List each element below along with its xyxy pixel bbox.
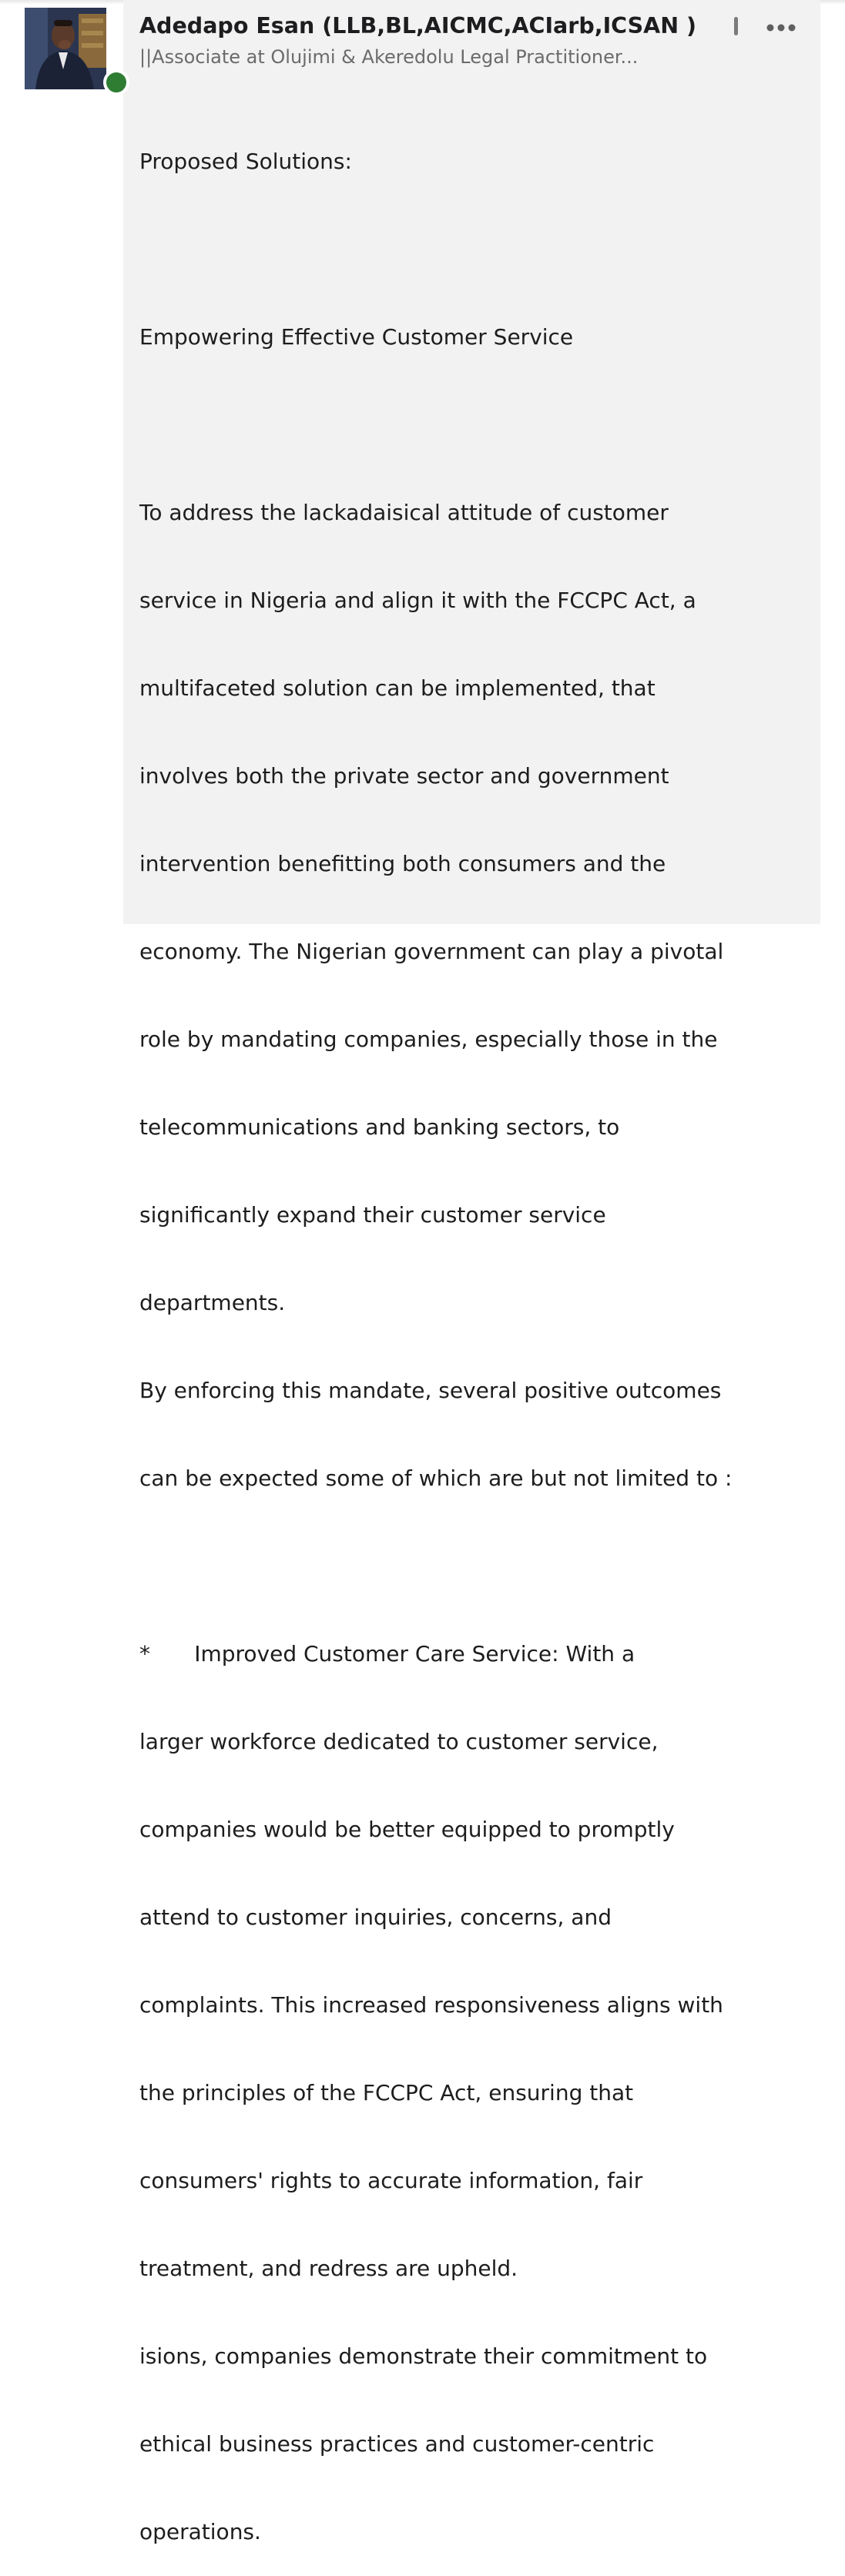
author-headline: ||Associate at Olujimi & Akeredolu Legal Practitioner...	[139, 46, 639, 68]
body-line: larger workforce dedicated to customer service,	[139, 1729, 659, 1754]
body-line: multifaceted solution can be implemented, that	[139, 675, 656, 701]
body-line: complaints. This increased responsiveness aligns with	[139, 1992, 723, 2018]
body-line: can be expected some of which are but not limited to :	[139, 1466, 733, 1491]
post-header	[139, 11, 748, 72]
body-line: attend to customer inquiries, concerns, and	[139, 1904, 612, 1930]
author-name[interactable]: Adedapo Esan (LLB,BL,AICMC,ACIarb,ICSAN )	[139, 13, 697, 39]
body-line: treatment, and redress are upheld.	[139, 2256, 518, 2281]
body-line: companies would be better equipped to promptly	[139, 1817, 675, 1842]
body-line: involves both the private sector and government	[139, 763, 669, 789]
body-line	[139, 235, 817, 264]
body-line: telecommunications and banking sectors, to	[139, 1114, 620, 1140]
body-line: operations.	[139, 2519, 261, 2544]
name-truncation-marker	[734, 17, 738, 35]
body-line: ethical business practices and customer-centric	[139, 2431, 655, 2457]
more-horizontal-icon	[764, 23, 798, 32]
post-body	[139, 89, 817, 2576]
body-line: service in Nigeria and align it with the FCCPC Act, a	[139, 588, 696, 613]
body-line: departments.	[139, 1290, 286, 1315]
body-line: Proposed Solutions:	[139, 149, 352, 174]
body-line: economy. The Nigerian government can play a pivotal	[139, 939, 724, 964]
body-line: intervention benefitting both consumers and the	[139, 851, 666, 876]
body-line: * Improved Customer Care Service: With a	[139, 1641, 635, 1667]
body-line: To address the lackadaisical attitude of customer	[139, 500, 669, 525]
body-line: role by mandating companies, especially those in the	[139, 1027, 718, 1052]
body-line: significantly expand their customer service	[139, 1202, 606, 1228]
body-line: isions, companies demonstrate their commitment to	[139, 2343, 708, 2369]
avatar[interactable]	[25, 8, 106, 89]
body-line: the principles of the FCCPC Act, ensuring that	[139, 2080, 634, 2105]
body-line: consumers' rights to accurate information, fair	[139, 2168, 643, 2193]
profile-photo	[25, 8, 106, 89]
more-options-button[interactable]	[763, 15, 800, 40]
body-line	[139, 410, 817, 440]
online-status-indicator	[103, 69, 129, 95]
body-line	[139, 1552, 817, 1581]
body-line: Empowering Effective Customer Service	[139, 324, 574, 350]
body-line: By enforcing this mandate, several positive outcomes	[139, 1378, 722, 1403]
